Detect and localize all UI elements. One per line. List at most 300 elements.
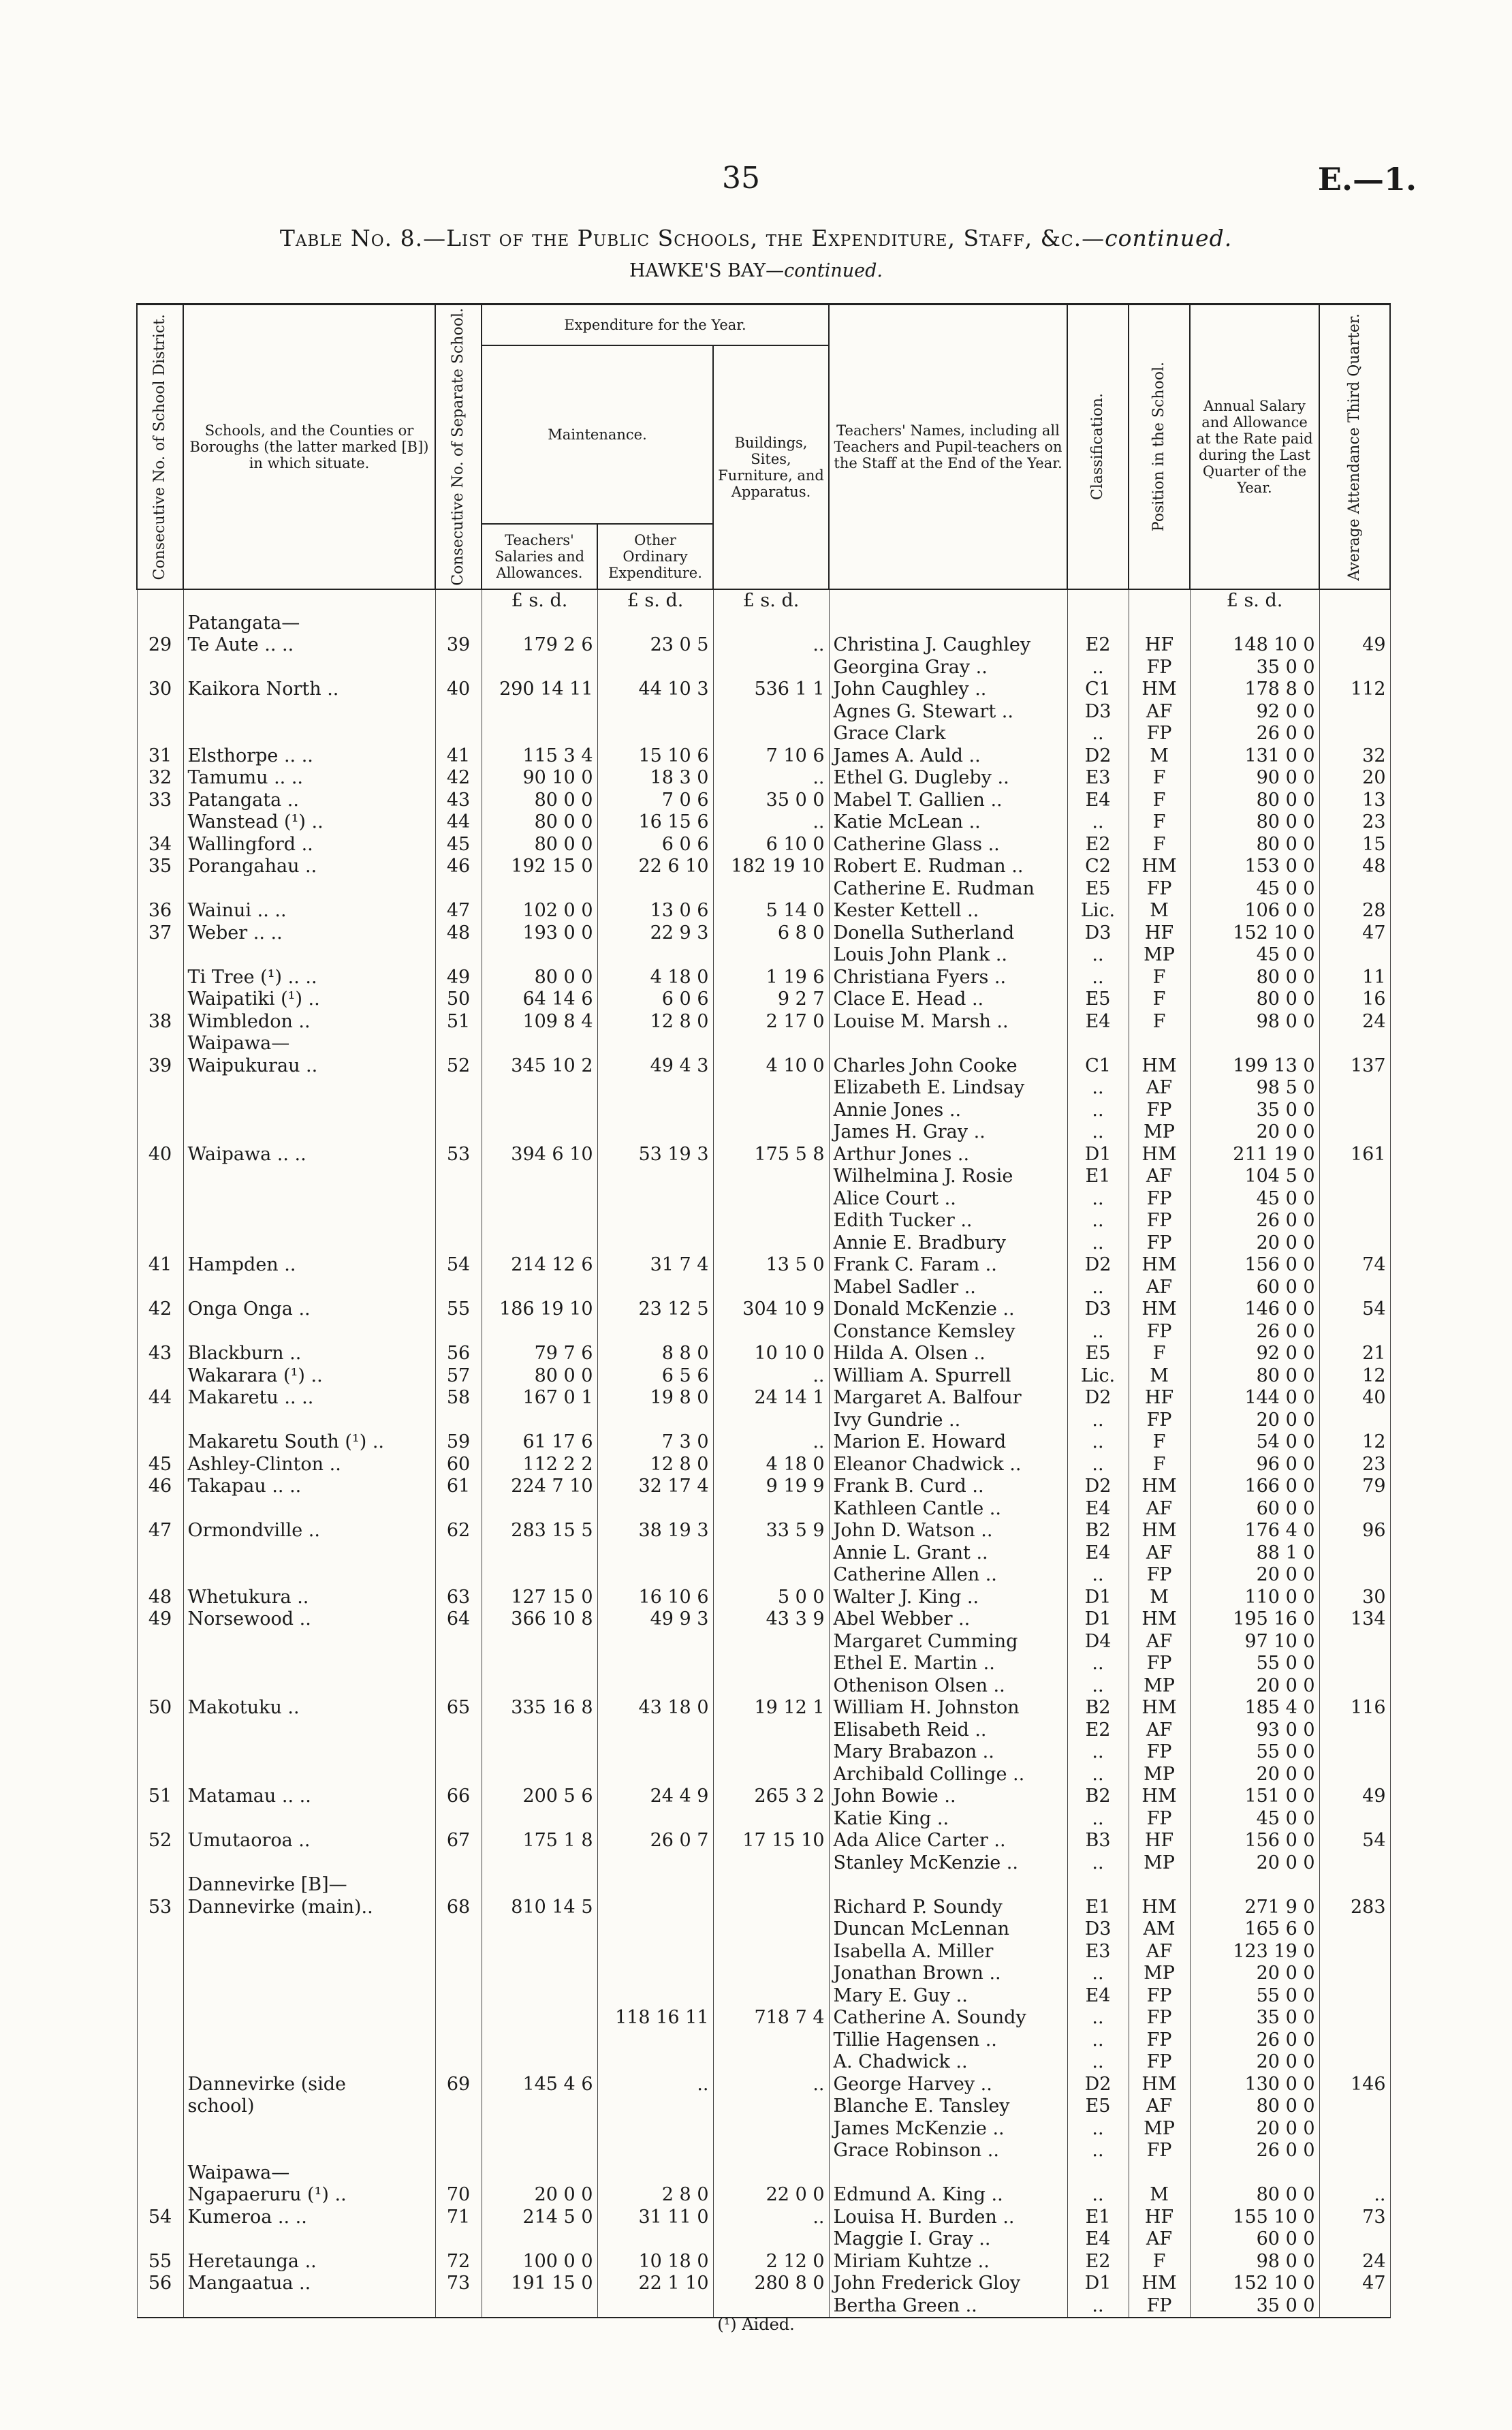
teacher-name-cell (829, 1033, 1067, 1055)
buildings-cell (713, 1277, 829, 1299)
teacher-name-cell: William H. Johnston (829, 1697, 1067, 1719)
table-row (137, 2251, 1390, 2273)
salaries-cell (482, 723, 597, 745)
classification-cell: .. (1067, 2007, 1129, 2029)
salaries-cell: 345 10 2 (482, 1055, 597, 1078)
header-classification: Classification. (1067, 305, 1129, 589)
other-expenditure-cell (597, 723, 713, 745)
school-no-cell (435, 1564, 482, 1587)
other-expenditure-cell: 43 18 0 (597, 1697, 713, 1719)
annual-salary-cell: 80 0 0 (1190, 967, 1319, 989)
salaries-cell (482, 1077, 597, 1100)
attendance-cell: 12 (1319, 1365, 1390, 1388)
buildings-cell (713, 1564, 829, 1587)
other-expenditure-cell (597, 1033, 713, 1055)
buildings-cell (713, 1631, 829, 1653)
school-no-cell: 39 (435, 634, 482, 657)
teacher-name-cell: Stanley McKenzie .. (829, 1852, 1067, 1875)
school-name-cell: Makaretu .. .. (183, 1387, 435, 1409)
attendance-cell: 79 (1319, 1476, 1390, 1498)
attendance-cell (1319, 2029, 1390, 2052)
teacher-name-cell: Walter J. King .. (829, 1587, 1067, 1609)
annual-salary-cell (1190, 1033, 1319, 1055)
district-no-cell: 39 (137, 1055, 183, 1078)
table-row (137, 1277, 1390, 1299)
position-cell: F (1129, 1011, 1190, 1033)
buildings-cell (713, 2228, 829, 2251)
salaries-cell: 810 14 5 (482, 1897, 597, 1919)
district-no-cell: 51 (137, 1786, 183, 1808)
table-row (137, 1587, 1390, 1609)
district-no-cell (137, 1409, 183, 1432)
teacher-name-cell: Mabel T. Gallien .. (829, 790, 1067, 812)
attendance-cell: 112 (1319, 679, 1390, 701)
school-name-cell (183, 878, 435, 901)
position-cell: AF (1129, 1631, 1190, 1653)
attendance-cell (1319, 1277, 1390, 1299)
annual-salary-cell: 211 19 0 (1190, 1144, 1319, 1166)
other-expenditure-cell: 22 6 10 (597, 856, 713, 878)
teacher-name-cell: Maggie I. Gray .. (829, 2228, 1067, 2251)
salaries-cell: 290 14 11 (482, 679, 597, 701)
table-row (137, 1918, 1390, 1941)
classification-cell: Lic. (1067, 900, 1129, 922)
attendance-cell (1319, 2051, 1390, 2074)
school-name-cell (183, 2051, 435, 2074)
classification-cell: D1 (1067, 2273, 1129, 2295)
attendance-cell: 54 (1319, 1830, 1390, 1852)
other-expenditure-cell (597, 2096, 713, 2118)
school-name-cell: Wainui .. .. (183, 900, 435, 922)
other-expenditure-cell: 49 4 3 (597, 1055, 713, 1078)
other-expenditure-cell (597, 1631, 713, 1653)
district-no-cell (137, 1764, 183, 1786)
attendance-cell: 15 (1319, 834, 1390, 856)
school-name-cell: Ormondville .. (183, 1520, 435, 1542)
annual-salary-cell: 20 0 0 (1190, 2051, 1319, 2074)
position-cell: MP (1129, 1764, 1190, 1786)
teacher-name-cell: John Bowie .. (829, 1786, 1067, 1808)
annual-salary-cell: 185 4 0 (1190, 1697, 1319, 1719)
position-cell: F (1129, 967, 1190, 989)
table-row (137, 944, 1390, 967)
buildings-cell (713, 1077, 829, 1100)
school-no-cell: 50 (435, 988, 482, 1011)
table-row (137, 1608, 1390, 1631)
school-name-cell: Heretaunga .. (183, 2251, 435, 2273)
table-row (137, 1830, 1390, 1852)
teacher-name-cell: Catherine Glass .. (829, 834, 1067, 856)
table-row (137, 1121, 1390, 1144)
teacher-name-cell: John Frederick Gloy (829, 2273, 1067, 2295)
table-row (137, 1786, 1390, 1808)
header-school-no: Consecutive No. of Separate School. (435, 305, 482, 589)
other-expenditure-cell: 23 12 5 (597, 1298, 713, 1321)
buildings-cell (713, 2162, 829, 2185)
school-name-cell: Weber .. .. (183, 922, 435, 945)
school-name-cell (183, 723, 435, 745)
attendance-cell (1319, 2140, 1390, 2162)
school-no-cell: 64 (435, 1608, 482, 1631)
classification-cell: B2 (1067, 1697, 1129, 1719)
annual-salary-cell: 45 0 0 (1190, 944, 1319, 967)
position-cell: MP (1129, 2118, 1190, 2140)
teacher-name-cell: James H. Gray .. (829, 1121, 1067, 1144)
buildings-cell: 33 5 9 (713, 1520, 829, 1542)
teacher-name-cell: Louise M. Marsh .. (829, 1011, 1067, 1033)
teacher-name-cell: Christiana Fyers .. (829, 967, 1067, 989)
buildings-cell (713, 1033, 829, 1055)
buildings-cell (713, 1166, 829, 1188)
district-no-cell (137, 1232, 183, 1255)
teacher-name-cell: Mary E. Guy .. (829, 1985, 1067, 2008)
other-expenditure-cell: 22 1 10 (597, 2273, 713, 2295)
table-row (137, 1055, 1390, 1078)
classification-cell: E5 (1067, 878, 1129, 901)
annual-salary-cell: 26 0 0 (1190, 2140, 1319, 2162)
table-row (137, 1144, 1390, 1166)
other-expenditure-cell (597, 1985, 713, 2008)
teacher-name-cell: Marion E. Howard (829, 1431, 1067, 1454)
table-row (137, 1697, 1390, 1719)
position-cell: FP (1129, 2140, 1190, 2162)
school-name-cell: Tamumu .. .. (183, 767, 435, 790)
school-name-cell (183, 657, 435, 679)
teacher-name-cell: Isabella A. Miller (829, 1941, 1067, 1963)
school-name-cell: Kumeroa .. .. (183, 2207, 435, 2229)
salaries-cell (482, 1166, 597, 1188)
table-row (137, 1254, 1390, 1277)
buildings-cell: 4 18 0 (713, 1454, 829, 1476)
other-expenditure-cell: 12 8 0 (597, 1011, 713, 1033)
school-name-cell (183, 701, 435, 723)
district-heading (0, 260, 1512, 281)
attendance-cell: 146 (1319, 2074, 1390, 2096)
attendance-cell (1319, 1498, 1390, 1521)
attendance-cell (1319, 1941, 1390, 1963)
other-expenditure-cell (597, 2029, 713, 2052)
salaries-cell: 112 2 2 (482, 1454, 597, 1476)
annual-salary-cell: 151 0 0 (1190, 1786, 1319, 1808)
buildings-cell (713, 1321, 829, 1343)
school-no-cell (435, 2051, 482, 2074)
school-no-cell (435, 944, 482, 967)
district-no-cell (137, 2228, 183, 2251)
school-no-cell (435, 1232, 482, 1255)
buildings-cell (713, 2118, 829, 2140)
other-expenditure-cell (597, 657, 713, 679)
school-name-cell: Wakarara (¹) .. (183, 1365, 435, 1388)
teacher-name-cell: John D. Watson .. (829, 1520, 1067, 1542)
table-row (137, 1188, 1390, 1211)
classification-cell: E4 (1067, 2228, 1129, 2251)
table-title-continued: continued. (1105, 225, 1233, 251)
district-no-cell: 50 (137, 1697, 183, 1719)
annual-salary-cell: 80 0 0 (1190, 988, 1319, 1011)
buildings-cell: 182 19 10 (713, 856, 829, 878)
school-name-cell (183, 1232, 435, 1255)
other-expenditure-cell: 6 5 6 (597, 1365, 713, 1388)
teacher-name-cell: Ada Alice Carter .. (829, 1830, 1067, 1852)
classification-cell: .. (1067, 657, 1129, 679)
school-name-cell: Wimbledon .. (183, 1011, 435, 1033)
salaries-cell: 80 0 0 (482, 811, 597, 834)
buildings-cell: 13 5 0 (713, 1254, 829, 1277)
teacher-name-cell: Annie L. Grant .. (829, 1542, 1067, 1565)
salaries-cell (482, 1188, 597, 1211)
classification-cell: .. (1067, 1210, 1129, 1232)
table-row (137, 856, 1390, 878)
position-cell: AF (1129, 2228, 1190, 2251)
attendance-cell (1319, 1542, 1390, 1565)
buildings-cell (713, 944, 829, 967)
group-heading-row (137, 612, 1390, 635)
table-row (137, 1542, 1390, 1565)
other-expenditure-cell: 2 8 0 (597, 2184, 713, 2207)
teacher-name-cell: Catherine Allen .. (829, 1564, 1067, 1587)
buildings-cell (713, 1188, 829, 1211)
classification-cell: .. (1067, 1454, 1129, 1476)
buildings-cell: .. (713, 634, 829, 657)
classification-cell: E1 (1067, 2207, 1129, 2229)
buildings-cell: 10 10 0 (713, 1343, 829, 1365)
classification-cell: D1 (1067, 1608, 1129, 1631)
attendance-cell (1319, 1631, 1390, 1653)
salaries-cell (482, 1232, 597, 1255)
annual-salary-cell: 80 0 0 (1190, 2096, 1319, 2118)
classification-cell: E1 (1067, 1166, 1129, 1188)
school-name-cell: Whetukura .. (183, 1587, 435, 1609)
annual-salary-cell: 20 0 0 (1190, 1232, 1319, 1255)
attendance-cell: 47 (1319, 922, 1390, 945)
school-no-cell: 65 (435, 1697, 482, 1719)
annual-salary-cell: 166 0 0 (1190, 1476, 1319, 1498)
classification-cell: E2 (1067, 1719, 1129, 1742)
position-cell: F (1129, 811, 1190, 834)
buildings-cell: 2 12 0 (713, 2251, 829, 2273)
teacher-name-cell: Annie Jones .. (829, 1100, 1067, 1122)
school-name-cell: Wallingford .. (183, 834, 435, 856)
annual-salary-cell: 80 0 0 (1190, 811, 1319, 834)
attendance-cell (1319, 1321, 1390, 1343)
salaries-cell (482, 1100, 597, 1122)
school-no-cell (435, 1188, 482, 1211)
district-no-cell (137, 1365, 183, 1388)
buildings-cell: .. (713, 1431, 829, 1454)
salaries-cell (482, 2162, 597, 2185)
position-cell: HM (1129, 1476, 1190, 1498)
district-no-cell (137, 1321, 183, 1343)
other-expenditure-cell: 26 0 7 (597, 1830, 713, 1852)
other-expenditure-cell (597, 1741, 713, 1764)
attendance-cell: 20 (1319, 767, 1390, 790)
annual-salary-cell: 88 1 0 (1190, 1542, 1319, 1565)
buildings-cell: .. (713, 767, 829, 790)
classification-cell: .. (1067, 1409, 1129, 1432)
position-cell: FP (1129, 657, 1190, 679)
school-name-cell (183, 1166, 435, 1188)
annual-salary-cell: 26 0 0 (1190, 1210, 1319, 1232)
teacher-name-cell (829, 612, 1067, 635)
attendance-cell: 13 (1319, 790, 1390, 812)
teacher-name-cell: Mary Brabazon .. (829, 1741, 1067, 1764)
school-name-cell: Wanstead (¹) .. (183, 811, 435, 834)
district-no-cell (137, 1963, 183, 1985)
position-cell: AF (1129, 1941, 1190, 1963)
teacher-name-cell: Catherine E. Rudman (829, 878, 1067, 901)
teacher-name-cell: Richard P. Soundy (829, 1897, 1067, 1919)
district-no-cell (137, 2162, 183, 2185)
buildings-cell (713, 2096, 829, 2118)
position-cell: HM (1129, 2074, 1190, 2096)
annual-salary-cell: 92 0 0 (1190, 701, 1319, 723)
currency-row (137, 589, 1390, 612)
school-no-cell (435, 701, 482, 723)
salaries-cell: 79 7 6 (482, 1343, 597, 1365)
other-expenditure-cell: 16 10 6 (597, 1587, 713, 1609)
position-cell: AF (1129, 2096, 1190, 2118)
annual-salary-cell: 110 0 0 (1190, 1587, 1319, 1609)
salaries-cell: 179 2 6 (482, 634, 597, 657)
table-row (137, 1741, 1390, 1764)
position-cell: HF (1129, 922, 1190, 945)
classification-cell: E4 (1067, 1011, 1129, 1033)
school-name-cell: Waipatiki (¹) .. (183, 988, 435, 1011)
position-cell: M (1129, 1587, 1190, 1609)
salaries-cell (482, 1321, 597, 1343)
other-expenditure-cell: 22 9 3 (597, 922, 713, 945)
classification-cell: D2 (1067, 1476, 1129, 1498)
annual-salary-cell: 80 0 0 (1190, 834, 1319, 856)
other-expenditure-cell: 4 18 0 (597, 967, 713, 989)
teacher-name-cell: Catherine A. Soundy (829, 2007, 1067, 2029)
teacher-name-cell: Othenison Olsen .. (829, 1675, 1067, 1698)
district-no-cell (137, 878, 183, 901)
school-no-cell: 52 (435, 1055, 482, 1078)
position-cell: AF (1129, 1498, 1190, 1521)
table-row (137, 811, 1390, 834)
other-expenditure-cell (597, 1808, 713, 1831)
teacher-name-cell: Ivy Gundrie .. (829, 1409, 1067, 1432)
classification-cell: B3 (1067, 1830, 1129, 1852)
district-no-cell (137, 1210, 183, 1232)
annual-salary-cell: 20 0 0 (1190, 1675, 1319, 1698)
classification-cell (1067, 1033, 1129, 1055)
teacher-name-cell (829, 1874, 1067, 1897)
school-name-cell (183, 2228, 435, 2251)
school-no-cell (435, 1166, 482, 1188)
annual-salary-cell: 123 19 0 (1190, 1941, 1319, 1963)
school-name-cell: Dannevirke [B]— (183, 1874, 435, 1897)
header-attendance: Average Attendance Third Quarter. (1319, 305, 1390, 589)
other-expenditure-cell (597, 1675, 713, 1698)
school-name-cell (183, 1675, 435, 1698)
teacher-name-cell: James McKenzie .. (829, 2118, 1067, 2140)
table-row (137, 2051, 1390, 2074)
buildings-cell: 2 17 0 (713, 1011, 829, 1033)
district-no-cell (137, 2007, 183, 2029)
buildings-cell: .. (713, 1365, 829, 1388)
buildings-cell (713, 1874, 829, 1897)
table-row (137, 988, 1390, 1011)
other-expenditure-cell (597, 2228, 713, 2251)
table-row (137, 1852, 1390, 1875)
other-expenditure-cell: 15 10 6 (597, 745, 713, 768)
attendance-cell (1319, 2096, 1390, 2118)
salaries-cell: 192 15 0 (482, 856, 597, 878)
annual-salary-cell: 152 10 0 (1190, 2273, 1319, 2295)
table-row (137, 1764, 1390, 1786)
attendance-cell: 47 (1319, 2273, 1390, 2295)
school-no-cell (435, 1675, 482, 1698)
salaries-cell: 394 6 10 (482, 1144, 597, 1166)
district-no-cell (137, 2029, 183, 2052)
position-cell: HM (1129, 1254, 1190, 1277)
salaries-cell (482, 1498, 597, 1521)
classification-cell: .. (1067, 1764, 1129, 1786)
currency-label: £ s. d. (713, 589, 829, 612)
teacher-name-cell: Kathleen Cantle .. (829, 1498, 1067, 1521)
table-row (137, 1100, 1390, 1122)
other-expenditure-cell (597, 701, 713, 723)
school-no-cell (435, 1653, 482, 1675)
school-name-cell (183, 1542, 435, 1565)
teacher-name-cell: Louisa H. Burden .. (829, 2207, 1067, 2229)
school-no-cell: 45 (435, 834, 482, 856)
district-no-cell: 41 (137, 1254, 183, 1277)
salaries-cell: 224 7 10 (482, 1476, 597, 1498)
district-no-cell (137, 2184, 183, 2207)
annual-salary-cell: 54 0 0 (1190, 1431, 1319, 1454)
school-no-cell (435, 1719, 482, 1742)
classification-cell: D1 (1067, 1587, 1129, 1609)
table-row (137, 2140, 1390, 2162)
attendance-cell: 73 (1319, 2207, 1390, 2229)
position-cell: F (1129, 767, 1190, 790)
school-name-cell: Kaikora North .. (183, 679, 435, 701)
other-expenditure-cell (597, 1542, 713, 1565)
buildings-cell: 24 14 1 (713, 1387, 829, 1409)
position-cell: MP (1129, 1121, 1190, 1144)
school-name-cell (183, 1719, 435, 1742)
salaries-cell (482, 657, 597, 679)
annual-salary-cell: 45 0 0 (1190, 1188, 1319, 1211)
classification-cell: E5 (1067, 1343, 1129, 1365)
salaries-cell: 61 17 6 (482, 1431, 597, 1454)
buildings-cell: 718 7 4 (713, 2007, 829, 2029)
buildings-cell (713, 1100, 829, 1122)
buildings-cell: 280 8 0 (713, 2273, 829, 2295)
teacher-name-cell: Edmund A. King .. (829, 2184, 1067, 2207)
buildings-cell (713, 1985, 829, 2008)
district-no-cell (137, 1741, 183, 1764)
table-title (0, 225, 1512, 251)
classification-cell: C1 (1067, 679, 1129, 701)
district-no-cell (137, 967, 183, 989)
other-expenditure-cell: 19 8 0 (597, 1387, 713, 1409)
position-cell: HF (1129, 2207, 1190, 2229)
salaries-cell (482, 612, 597, 635)
position-cell: HM (1129, 679, 1190, 701)
school-no-cell (435, 1741, 482, 1764)
position-cell: FP (1129, 1741, 1190, 1764)
school-name-cell (183, 1653, 435, 1675)
buildings-cell: 22 0 0 (713, 2184, 829, 2207)
district-no-cell (137, 2074, 183, 2096)
annual-salary-cell: 35 0 0 (1190, 657, 1319, 679)
district-no-cell: 56 (137, 2273, 183, 2295)
district-no-cell (137, 1874, 183, 1897)
